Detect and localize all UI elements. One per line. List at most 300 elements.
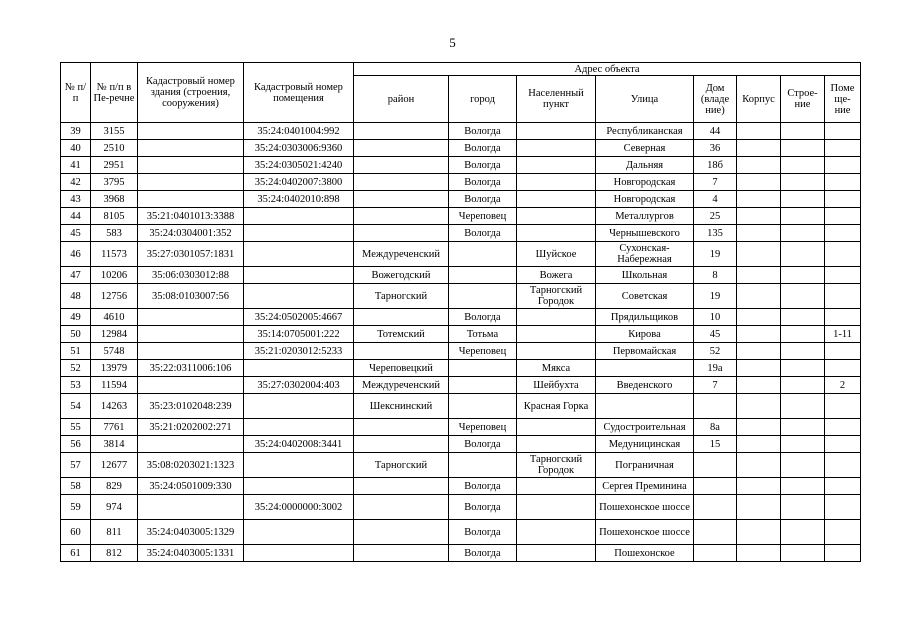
header-house: Дом (владе ние) (694, 76, 737, 123)
cell-district (354, 495, 449, 520)
cell-building (781, 140, 825, 157)
cell-building-cadastral: 35:22:0311006:106 (138, 360, 244, 377)
cell-index: 54 (61, 394, 91, 419)
cell-city: Вологда (449, 191, 517, 208)
header-idx: № п/п (61, 63, 91, 123)
cell-city (449, 284, 517, 309)
cell-korpus (737, 309, 781, 326)
cell-room (825, 174, 861, 191)
header-street: Улица (596, 76, 694, 123)
cell-settlement (517, 545, 596, 562)
cell-city (449, 360, 517, 377)
cell-building-cadastral: 35:21:0202002:271 (138, 419, 244, 436)
cell-city: Вологда (449, 174, 517, 191)
cell-index: 59 (61, 495, 91, 520)
cell-settlement (517, 157, 596, 174)
cell-district (354, 140, 449, 157)
cell-room (825, 123, 861, 140)
cell-district (354, 157, 449, 174)
cell-building-cadastral: 35:24:0403005:1329 (138, 520, 244, 545)
cell-list-number: 3795 (91, 174, 138, 191)
cell-house: 25 (694, 208, 737, 225)
cell-district: Шекснинский (354, 394, 449, 419)
cell-district (354, 478, 449, 495)
table-row (61, 394, 861, 419)
cell-street (596, 360, 694, 377)
cell-index: 61 (61, 545, 91, 562)
cell-building-cadastral: 35:08:0203021:1323 (138, 453, 244, 478)
cell-list-number: 12984 (91, 326, 138, 343)
cell-room: 2 (825, 377, 861, 394)
cell-premise-cadastral: 35:24:0502005:4667 (244, 309, 354, 326)
cell-korpus (737, 360, 781, 377)
table-row (61, 326, 861, 343)
cell-korpus (737, 520, 781, 545)
property-register-table (60, 62, 861, 562)
cell-settlement: Тарногский Городок (517, 284, 596, 309)
cell-building (781, 225, 825, 242)
cell-house: 19а (694, 360, 737, 377)
cell-index: 46 (61, 242, 91, 267)
cell-street: Сергея Преминина (596, 478, 694, 495)
cell-building-cadastral: 35:08:0103007:56 (138, 284, 244, 309)
cell-korpus (737, 267, 781, 284)
cell-house (694, 495, 737, 520)
cell-room (825, 140, 861, 157)
cell-house: 36 (694, 140, 737, 157)
cell-building (781, 453, 825, 478)
cell-room (825, 478, 861, 495)
cell-district: Вожегодский (354, 267, 449, 284)
cell-premise-cadastral: 35:24:0401004:992 (244, 123, 354, 140)
table-row (61, 174, 861, 191)
cell-room (825, 191, 861, 208)
cell-list-number: 12756 (91, 284, 138, 309)
cell-street: Чернышевского (596, 225, 694, 242)
cell-building-cadastral (138, 140, 244, 157)
cell-city: Вологда (449, 545, 517, 562)
cell-korpus (737, 478, 781, 495)
cell-index: 43 (61, 191, 91, 208)
cell-korpus (737, 453, 781, 478)
cell-street: Металлургов (596, 208, 694, 225)
cell-building-cadastral: 35:27:0301057:1831 (138, 242, 244, 267)
cell-city: Череповец (449, 419, 517, 436)
cell-building (781, 267, 825, 284)
cell-korpus (737, 225, 781, 242)
table-row (61, 545, 861, 562)
cell-building-cadastral: 35:21:0401013:3388 (138, 208, 244, 225)
header-korpus: Корпус (737, 76, 781, 123)
cell-premise-cadastral: 35:24:0303006:9360 (244, 140, 354, 157)
cell-room (825, 520, 861, 545)
cell-building (781, 394, 825, 419)
cell-house: 44 (694, 123, 737, 140)
cell-city: Вологда (449, 123, 517, 140)
cell-settlement (517, 225, 596, 242)
cell-district (354, 174, 449, 191)
cell-city (449, 242, 517, 267)
table-row (61, 478, 861, 495)
cell-building-cadastral (138, 191, 244, 208)
cell-city: Вологда (449, 520, 517, 545)
table-row (61, 208, 861, 225)
table-row (61, 225, 861, 242)
cell-building (781, 495, 825, 520)
cell-district (354, 123, 449, 140)
cell-settlement (517, 208, 596, 225)
cell-building (781, 360, 825, 377)
cell-building (781, 242, 825, 267)
table-row (61, 123, 861, 140)
table-header (61, 63, 861, 123)
header-settlement: Населенный пункт (517, 76, 596, 123)
cell-city: Вологда (449, 157, 517, 174)
cell-district: Тарногский (354, 284, 449, 309)
header-premise-cadastral: Кадастровый номер помещения (244, 63, 354, 123)
cell-premise-cadastral (244, 478, 354, 495)
cell-premise-cadastral (244, 419, 354, 436)
page-number: 5 (449, 35, 456, 50)
cell-building-cadastral (138, 436, 244, 453)
cell-settlement (517, 140, 596, 157)
header-address-group: Адрес объекта (354, 63, 861, 76)
cell-street: Введенского (596, 377, 694, 394)
cell-room (825, 284, 861, 309)
cell-building-cadastral: 35:23:0102048:239 (138, 394, 244, 419)
cell-street: Советская (596, 284, 694, 309)
cell-building-cadastral (138, 309, 244, 326)
cell-premise-cadastral: 35:24:0402007:3800 (244, 174, 354, 191)
cell-index: 58 (61, 478, 91, 495)
cell-korpus (737, 394, 781, 419)
table-row (61, 453, 861, 478)
cell-premise-cadastral (244, 284, 354, 309)
cell-premise-cadastral: 35:24:0402010:898 (244, 191, 354, 208)
table-row (61, 309, 861, 326)
cell-city (449, 267, 517, 284)
cell-building (781, 326, 825, 343)
cell-room (825, 225, 861, 242)
cell-premise-cadastral (244, 208, 354, 225)
cell-city: Череповец (449, 208, 517, 225)
cell-index: 51 (61, 343, 91, 360)
cell-building (781, 157, 825, 174)
cell-settlement (517, 309, 596, 326)
cell-premise-cadastral (244, 360, 354, 377)
cell-korpus (737, 123, 781, 140)
table-row (61, 242, 861, 267)
cell-house: 19 (694, 284, 737, 309)
cell-district: Междуреченский (354, 377, 449, 394)
cell-building (781, 343, 825, 360)
cell-district (354, 309, 449, 326)
cell-premise-cadastral (244, 394, 354, 419)
cell-building (781, 123, 825, 140)
cell-building-cadastral (138, 123, 244, 140)
cell-street: Прядильщиков (596, 309, 694, 326)
cell-room (825, 419, 861, 436)
cell-house: 15 (694, 436, 737, 453)
cell-index: 41 (61, 157, 91, 174)
cell-house: 19 (694, 242, 737, 267)
cell-list-number: 10206 (91, 267, 138, 284)
cell-index: 48 (61, 284, 91, 309)
cell-house: 8а (694, 419, 737, 436)
cell-street: Судостроительная (596, 419, 694, 436)
cell-index: 49 (61, 309, 91, 326)
cell-house: 10 (694, 309, 737, 326)
cell-list-number: 974 (91, 495, 138, 520)
cell-city (449, 377, 517, 394)
cell-street: Кирова (596, 326, 694, 343)
cell-district (354, 343, 449, 360)
cell-building-cadastral: 35:06:0303012:88 (138, 267, 244, 284)
cell-house: 45 (694, 326, 737, 343)
cell-premise-cadastral: 35:27:0302004:403 (244, 377, 354, 394)
cell-city: Вологда (449, 478, 517, 495)
cell-room (825, 394, 861, 419)
cell-city: Вологда (449, 309, 517, 326)
cell-premise-cadastral: 35:21:0203012:5233 (244, 343, 354, 360)
cell-settlement (517, 191, 596, 208)
cell-room (825, 436, 861, 453)
cell-list-number: 3968 (91, 191, 138, 208)
cell-settlement: Шуйское (517, 242, 596, 267)
cell-premise-cadastral: 35:24:0402008:3441 (244, 436, 354, 453)
cell-street: Новгородская (596, 191, 694, 208)
cell-settlement (517, 495, 596, 520)
cell-building-cadastral (138, 343, 244, 360)
table-row (61, 267, 861, 284)
cell-index: 39 (61, 123, 91, 140)
cell-korpus (737, 377, 781, 394)
cell-district: Тарногский (354, 453, 449, 478)
cell-room (825, 208, 861, 225)
cell-district: Тотемский (354, 326, 449, 343)
cell-room (825, 453, 861, 478)
cell-house: 52 (694, 343, 737, 360)
cell-building-cadastral (138, 157, 244, 174)
cell-street: Сухонская-Набережная (596, 242, 694, 267)
cell-street (596, 394, 694, 419)
cell-korpus (737, 436, 781, 453)
cell-korpus (737, 242, 781, 267)
cell-index: 40 (61, 140, 91, 157)
cell-korpus (737, 419, 781, 436)
cell-index: 44 (61, 208, 91, 225)
table-row (61, 140, 861, 157)
header-list-no: № п/п в Пе-речне (91, 63, 138, 123)
cell-building (781, 419, 825, 436)
table-row (61, 495, 861, 520)
cell-city (449, 453, 517, 478)
cell-street: Республиканская (596, 123, 694, 140)
cell-house (694, 545, 737, 562)
cell-index: 47 (61, 267, 91, 284)
cell-district: Череповецкий (354, 360, 449, 377)
cell-settlement (517, 123, 596, 140)
cell-list-number: 5748 (91, 343, 138, 360)
cell-street: Школьная (596, 267, 694, 284)
cell-street: Новгородская (596, 174, 694, 191)
cell-street: Первомайская (596, 343, 694, 360)
table-row (61, 520, 861, 545)
cell-building (781, 309, 825, 326)
cell-building (781, 436, 825, 453)
cell-list-number: 12677 (91, 453, 138, 478)
cell-room (825, 545, 861, 562)
cell-district (354, 436, 449, 453)
cell-house (694, 394, 737, 419)
table-row (61, 436, 861, 453)
header-city: город (449, 76, 517, 123)
cell-district (354, 419, 449, 436)
cell-building (781, 208, 825, 225)
cell-list-number: 2951 (91, 157, 138, 174)
cell-premise-cadastral (244, 242, 354, 267)
cell-city: Вологда (449, 140, 517, 157)
cell-index: 55 (61, 419, 91, 436)
cell-building-cadastral: 35:24:0304001:352 (138, 225, 244, 242)
cell-list-number: 7761 (91, 419, 138, 436)
cell-street: Пошехонское шоссе (596, 520, 694, 545)
cell-list-number: 3814 (91, 436, 138, 453)
cell-house (694, 478, 737, 495)
cell-korpus (737, 343, 781, 360)
cell-korpus (737, 495, 781, 520)
cell-list-number: 11573 (91, 242, 138, 267)
cell-street: Северная (596, 140, 694, 157)
cell-list-number: 811 (91, 520, 138, 545)
cell-settlement (517, 343, 596, 360)
cell-city: Вологда (449, 436, 517, 453)
cell-premise-cadastral: 35:24:0305021:4240 (244, 157, 354, 174)
table-body (61, 123, 861, 562)
table-row (61, 343, 861, 360)
cell-building-cadastral (138, 495, 244, 520)
cell-korpus (737, 326, 781, 343)
cell-room (825, 157, 861, 174)
cell-district (354, 225, 449, 242)
cell-list-number: 583 (91, 225, 138, 242)
cell-premise-cadastral: 35:14:0705001:222 (244, 326, 354, 343)
cell-settlement (517, 478, 596, 495)
cell-room (825, 495, 861, 520)
cell-index: 53 (61, 377, 91, 394)
cell-district (354, 520, 449, 545)
cell-building (781, 284, 825, 309)
cell-settlement: Красная Горка (517, 394, 596, 419)
cell-index: 52 (61, 360, 91, 377)
cell-settlement: Шейбухта (517, 377, 596, 394)
cell-index: 42 (61, 174, 91, 191)
table-row (61, 284, 861, 309)
cell-korpus (737, 208, 781, 225)
cell-settlement: Вожега (517, 267, 596, 284)
cell-room (825, 360, 861, 377)
cell-korpus (737, 545, 781, 562)
cell-index: 60 (61, 520, 91, 545)
cell-list-number: 13979 (91, 360, 138, 377)
cell-street: Медуницинская (596, 436, 694, 453)
table-row (61, 191, 861, 208)
table-row (61, 419, 861, 436)
cell-street: Пограничная (596, 453, 694, 478)
cell-premise-cadastral (244, 520, 354, 545)
cell-city: Вологда (449, 495, 517, 520)
cell-list-number: 829 (91, 478, 138, 495)
header-room: Поме ще-ние (825, 76, 861, 123)
cell-building (781, 545, 825, 562)
cell-house: 8 (694, 267, 737, 284)
cell-room (825, 242, 861, 267)
cell-index: 45 (61, 225, 91, 242)
cell-korpus (737, 174, 781, 191)
cell-premise-cadastral (244, 225, 354, 242)
cell-korpus (737, 284, 781, 309)
cell-settlement (517, 419, 596, 436)
cell-city: Тотьма (449, 326, 517, 343)
cell-district (354, 191, 449, 208)
cell-index: 50 (61, 326, 91, 343)
cell-city: Череповец (449, 343, 517, 360)
cell-settlement: Тарногский Городок (517, 453, 596, 478)
cell-building (781, 478, 825, 495)
cell-building (781, 174, 825, 191)
cell-korpus (737, 157, 781, 174)
header-building: Строе-ние (781, 76, 825, 123)
cell-street: Дальняя (596, 157, 694, 174)
cell-building-cadastral: 35:24:0403005:1331 (138, 545, 244, 562)
cell-street: Пошехонское шоссе (596, 495, 694, 520)
header-district: район (354, 76, 449, 123)
cell-korpus (737, 140, 781, 157)
cell-list-number: 8105 (91, 208, 138, 225)
cell-list-number: 4610 (91, 309, 138, 326)
cell-settlement (517, 174, 596, 191)
cell-district: Междуреченский (354, 242, 449, 267)
cell-house: 135 (694, 225, 737, 242)
cell-building-cadastral (138, 174, 244, 191)
cell-house: 18б (694, 157, 737, 174)
cell-building (781, 191, 825, 208)
cell-list-number: 812 (91, 545, 138, 562)
cell-building-cadastral (138, 326, 244, 343)
table-row (61, 360, 861, 377)
cell-city (449, 394, 517, 419)
cell-list-number: 3155 (91, 123, 138, 140)
header-building-cadastral: Кадастровый номер здания (строения, сооружения) (138, 63, 244, 123)
cell-building-cadastral: 35:24:0501009:330 (138, 478, 244, 495)
cell-settlement: Мякса (517, 360, 596, 377)
cell-district (354, 545, 449, 562)
cell-street: Пошехонское (596, 545, 694, 562)
cell-district (354, 208, 449, 225)
table-row (61, 377, 861, 394)
cell-room (825, 343, 861, 360)
cell-room (825, 309, 861, 326)
cell-list-number: 11594 (91, 377, 138, 394)
cell-index: 56 (61, 436, 91, 453)
cell-building (781, 377, 825, 394)
cell-settlement (517, 520, 596, 545)
cell-building-cadastral (138, 377, 244, 394)
cell-house (694, 453, 737, 478)
cell-house: 7 (694, 377, 737, 394)
cell-house: 7 (694, 174, 737, 191)
cell-premise-cadastral: 35:24:0000000:3002 (244, 495, 354, 520)
